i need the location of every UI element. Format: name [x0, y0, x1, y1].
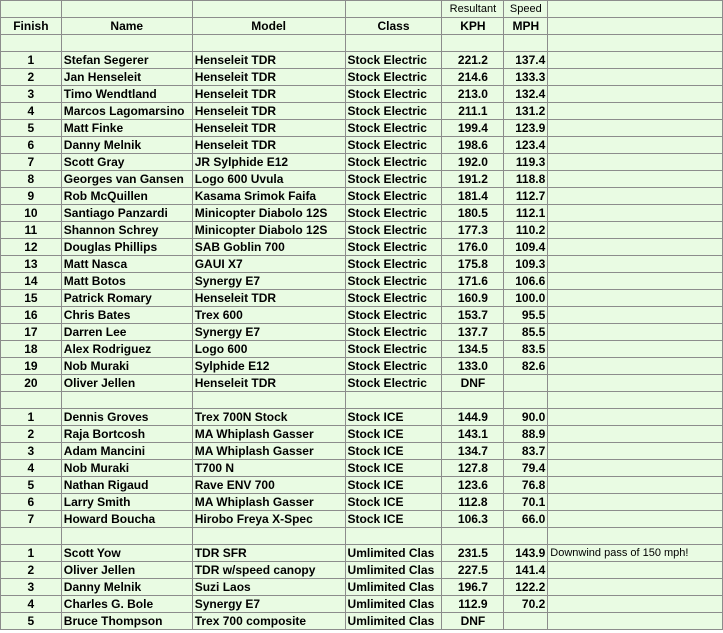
- finish-cell[interactable]: 20: [1, 375, 62, 392]
- finish-cell[interactable]: 12: [1, 239, 62, 256]
- mph-cell[interactable]: 141.4: [504, 562, 548, 579]
- finish-cell[interactable]: 4: [1, 460, 62, 477]
- mph-cell[interactable]: 122.2: [504, 579, 548, 596]
- note-cell[interactable]: [548, 290, 723, 307]
- class-cell[interactable]: Stock ICE: [345, 494, 442, 511]
- finish-cell[interactable]: 5: [1, 120, 62, 137]
- finish-cell[interactable]: 5: [1, 613, 62, 630]
- empty-cell[interactable]: [504, 392, 548, 409]
- mph-cell[interactable]: 100.0: [504, 290, 548, 307]
- empty-cell[interactable]: [61, 392, 192, 409]
- empty-cell[interactable]: [345, 35, 442, 52]
- model-cell[interactable]: Logo 600 Uvula: [192, 171, 345, 188]
- empty-cell[interactable]: [548, 35, 723, 52]
- model-cell[interactable]: T700 N: [192, 460, 345, 477]
- class-cell[interactable]: Stock Electric: [345, 103, 442, 120]
- finish-header[interactable]: Finish: [1, 18, 62, 35]
- kph-cell[interactable]: 134.7: [442, 443, 504, 460]
- empty-cell[interactable]: [548, 392, 723, 409]
- spacer-row: [1, 35, 723, 52]
- kph-cell[interactable]: 134.5: [442, 341, 504, 358]
- note-cell[interactable]: [548, 596, 723, 613]
- table-row: [1, 188, 723, 205]
- finish-cell[interactable]: 3: [1, 579, 62, 596]
- class-cell[interactable]: Stock Electric: [345, 290, 442, 307]
- kph-cell[interactable]: 180.5: [442, 205, 504, 222]
- table-row: [1, 273, 723, 290]
- table-row: [1, 562, 723, 579]
- finish-cell[interactable]: 6: [1, 494, 62, 511]
- finish-cell[interactable]: 4: [1, 596, 62, 613]
- note-cell[interactable]: [548, 86, 723, 103]
- kph-cell[interactable]: 191.2: [442, 171, 504, 188]
- mph-cell[interactable]: 83.7: [504, 443, 548, 460]
- mph-header[interactable]: MPH: [504, 18, 548, 35]
- table-row: [1, 426, 723, 443]
- name-cell[interactable]: Nob Muraki: [61, 358, 192, 375]
- name-cell[interactable]: Darren Lee: [61, 324, 192, 341]
- class-cell[interactable]: Stock Electric: [345, 239, 442, 256]
- note-cell[interactable]: [548, 273, 723, 290]
- table-row: [1, 545, 723, 562]
- table-row: [1, 69, 723, 86]
- kph-cell[interactable]: 176.0: [442, 239, 504, 256]
- note-cell[interactable]: [548, 613, 723, 630]
- model-cell[interactable]: Henseleit TDR: [192, 290, 345, 307]
- finish-cell[interactable]: 16: [1, 307, 62, 324]
- mph-cell[interactable]: 132.4: [504, 86, 548, 103]
- model-cell[interactable]: SAB Goblin 700: [192, 239, 345, 256]
- header-row: [1, 18, 723, 35]
- name-cell[interactable]: Bruce Thompson: [61, 613, 192, 630]
- note-cell[interactable]: [548, 69, 723, 86]
- kph-cell[interactable]: 144.9: [442, 409, 504, 426]
- finish-cell[interactable]: 3: [1, 443, 62, 460]
- model-cell[interactable]: Minicopter Diabolo 12S: [192, 205, 345, 222]
- mph-cell[interactable]: 106.6: [504, 273, 548, 290]
- class-cell[interactable]: Stock Electric: [345, 188, 442, 205]
- note-cell[interactable]: [548, 205, 723, 222]
- mph-cell[interactable]: 112.7: [504, 188, 548, 205]
- name-cell[interactable]: Timo Wendtland: [61, 86, 192, 103]
- mph-cell[interactable]: 109.3: [504, 256, 548, 273]
- empty-cell[interactable]: [504, 35, 548, 52]
- kph-cell[interactable]: DNF: [442, 613, 504, 630]
- empty-cell[interactable]: [442, 35, 504, 52]
- table-row: [1, 120, 723, 137]
- finish-cell[interactable]: 2: [1, 562, 62, 579]
- mph-cell[interactable]: 82.6: [504, 358, 548, 375]
- model-cell[interactable]: Henseleit TDR: [192, 375, 345, 392]
- class-cell[interactable]: Stock Electric: [345, 358, 442, 375]
- name-cell[interactable]: Nob Muraki: [61, 460, 192, 477]
- empty-cell[interactable]: [1, 392, 62, 409]
- table-row: [1, 171, 723, 188]
- class-cell[interactable]: Umlimited Clas: [345, 562, 442, 579]
- finish-cell[interactable]: 3: [1, 86, 62, 103]
- model-cell[interactable]: Synergy E7: [192, 273, 345, 290]
- class-cell[interactable]: Umlimited Clas: [345, 613, 442, 630]
- mph-cell[interactable]: 133.3: [504, 69, 548, 86]
- class-cell[interactable]: Stock Electric: [345, 86, 442, 103]
- finish-cell[interactable]: 18: [1, 341, 62, 358]
- mph-cell[interactable]: 90.0: [504, 409, 548, 426]
- note-cell[interactable]: [548, 494, 723, 511]
- mph-cell[interactable]: 70.2: [504, 596, 548, 613]
- name-cell[interactable]: Adam Mancini: [61, 443, 192, 460]
- class-cell[interactable]: Stock ICE: [345, 443, 442, 460]
- note-cell[interactable]: [548, 171, 723, 188]
- finish-cell[interactable]: 15: [1, 290, 62, 307]
- kph-cell[interactable]: 175.8: [442, 256, 504, 273]
- class-cell[interactable]: Stock Electric: [345, 307, 442, 324]
- empty-cell[interactable]: [192, 392, 345, 409]
- table-row: [1, 307, 723, 324]
- class-cell[interactable]: Stock ICE: [345, 409, 442, 426]
- note-cell[interactable]: [548, 562, 723, 579]
- mph-cell[interactable]: 70.1: [504, 494, 548, 511]
- model-header[interactable]: Model: [192, 18, 345, 35]
- model-cell[interactable]: Henseleit TDR: [192, 52, 345, 69]
- kph-cell[interactable]: 123.6: [442, 477, 504, 494]
- finish-cell[interactable]: 2: [1, 69, 62, 86]
- kph-cell[interactable]: 231.5: [442, 545, 504, 562]
- empty-cell[interactable]: [1, 35, 62, 52]
- spacer-row: [1, 392, 723, 409]
- class-cell[interactable]: Stock ICE: [345, 511, 442, 528]
- kph-cell[interactable]: 112.9: [442, 596, 504, 613]
- name-cell[interactable]: Oliver Jellen: [61, 562, 192, 579]
- model-cell[interactable]: Minicopter Diabolo 12S: [192, 222, 345, 239]
- class-cell[interactable]: Stock Electric: [345, 69, 442, 86]
- mph-cell[interactable]: 79.4: [504, 460, 548, 477]
- finish-cell[interactable]: 14: [1, 273, 62, 290]
- kph-cell[interactable]: 192.0: [442, 154, 504, 171]
- class-cell[interactable]: Stock Electric: [345, 52, 442, 69]
- table-row: [1, 86, 723, 103]
- kph-header[interactable]: KPH: [442, 18, 504, 35]
- note-cell[interactable]: [548, 443, 723, 460]
- name-cell[interactable]: Rob McQuillen: [61, 188, 192, 205]
- note-cell[interactable]: [548, 341, 723, 358]
- class-cell[interactable]: Umlimited Clas: [345, 596, 442, 613]
- table-row: [1, 103, 723, 120]
- class-cell[interactable]: Stock ICE: [345, 426, 442, 443]
- name-cell[interactable]: Danny Melnik: [61, 137, 192, 154]
- mph-cell[interactable]: 76.8: [504, 477, 548, 494]
- finish-cell[interactable]: 1: [1, 545, 62, 562]
- note-cell[interactable]: [548, 137, 723, 154]
- finish-cell[interactable]: 6: [1, 137, 62, 154]
- class-cell[interactable]: Stock Electric: [345, 256, 442, 273]
- kph-cell[interactable]: 106.3: [442, 511, 504, 528]
- finish-cell[interactable]: 9: [1, 188, 62, 205]
- model-cell[interactable]: Kasama Srimok Faifa: [192, 188, 345, 205]
- table-row: [1, 154, 723, 171]
- name-cell[interactable]: Douglas Phillips: [61, 239, 192, 256]
- kph-cell[interactable]: 211.1: [442, 103, 504, 120]
- note-cell[interactable]: Downwind pass of 150 mph!: [548, 545, 723, 562]
- name-cell[interactable]: Georges van Gansen: [61, 171, 192, 188]
- kph-cell[interactable]: 221.2: [442, 52, 504, 69]
- name-cell[interactable]: Scott Yow: [61, 545, 192, 562]
- model-cell[interactable]: MA Whiplash Gasser: [192, 443, 345, 460]
- name-cell[interactable]: Scott Gray: [61, 154, 192, 171]
- class-cell[interactable]: Stock Electric: [345, 137, 442, 154]
- kph-cell[interactable]: 137.7: [442, 324, 504, 341]
- note-cell[interactable]: [548, 103, 723, 120]
- table-row: [1, 52, 723, 69]
- table-row: [1, 341, 723, 358]
- kph-cell[interactable]: 127.8: [442, 460, 504, 477]
- model-cell[interactable]: Henseleit TDR: [192, 69, 345, 86]
- class-cell[interactable]: Stock Electric: [345, 171, 442, 188]
- mph-cell[interactable]: 95.5: [504, 307, 548, 324]
- table-row: [1, 596, 723, 613]
- note-cell[interactable]: [548, 52, 723, 69]
- model-cell[interactable]: Sylphide E12: [192, 358, 345, 375]
- finish-cell[interactable]: 10: [1, 205, 62, 222]
- empty-cell[interactable]: [192, 528, 345, 545]
- table-row: [1, 256, 723, 273]
- model-cell[interactable]: Hirobo Freya X-Spec: [192, 511, 345, 528]
- name-cell[interactable]: Stefan Segerer: [61, 52, 192, 69]
- table-row: [1, 239, 723, 256]
- mph-cell[interactable]: 83.5: [504, 341, 548, 358]
- kph-cell[interactable]: 171.6: [442, 273, 504, 290]
- table-row: [1, 579, 723, 596]
- table-row: [1, 511, 723, 528]
- note-cell[interactable]: [548, 222, 723, 239]
- class-cell[interactable]: Stock Electric: [345, 341, 442, 358]
- name-cell[interactable]: Nathan Rigaud: [61, 477, 192, 494]
- kph-cell[interactable]: DNF: [442, 375, 504, 392]
- finish-cell[interactable]: 4: [1, 103, 62, 120]
- table-row: [1, 494, 723, 511]
- empty-cell[interactable]: [442, 392, 504, 409]
- name-cell[interactable]: Patrick Romary: [61, 290, 192, 307]
- class-cell[interactable]: Stock Electric: [345, 375, 442, 392]
- table-row: [1, 409, 723, 426]
- mph-cell[interactable]: 85.5: [504, 324, 548, 341]
- empty-cell[interactable]: [504, 528, 548, 545]
- name-cell[interactable]: Danny Melnik: [61, 579, 192, 596]
- name-cell[interactable]: Alex Rodriguez: [61, 341, 192, 358]
- mph-cell[interactable]: 118.8: [504, 171, 548, 188]
- name-cell[interactable]: Marcos Lagomarsino: [61, 103, 192, 120]
- name-cell[interactable]: Matt Botos: [61, 273, 192, 290]
- note-cell[interactable]: [548, 511, 723, 528]
- model-cell[interactable]: TDR SFR: [192, 545, 345, 562]
- kph-cell[interactable]: 214.6: [442, 69, 504, 86]
- mph-cell[interactable]: 109.4: [504, 239, 548, 256]
- table-row: [1, 443, 723, 460]
- mph-cell[interactable]: 110.2: [504, 222, 548, 239]
- kph-cell[interactable]: 199.4: [442, 120, 504, 137]
- table-row: [1, 137, 723, 154]
- spacer-row: [1, 528, 723, 545]
- class-cell[interactable]: Umlimited Clas: [345, 545, 442, 562]
- class-cell[interactable]: Stock Electric: [345, 154, 442, 171]
- finish-cell[interactable]: 17: [1, 324, 62, 341]
- name-cell[interactable]: Matt Finke: [61, 120, 192, 137]
- mph-cell[interactable]: [504, 613, 548, 630]
- kph-cell[interactable]: 213.0: [442, 86, 504, 103]
- name-cell[interactable]: Jan Henseleit: [61, 69, 192, 86]
- finish-cell[interactable]: 5: [1, 477, 62, 494]
- class-cell[interactable]: Stock Electric: [345, 324, 442, 341]
- mph-cell[interactable]: 137.4: [504, 52, 548, 69]
- note-cell[interactable]: [548, 358, 723, 375]
- name-cell[interactable]: Charles G. Bole: [61, 596, 192, 613]
- model-cell[interactable]: Trex 700N Stock: [192, 409, 345, 426]
- empty-cell[interactable]: [1, 528, 62, 545]
- model-cell[interactable]: GAUI X7: [192, 256, 345, 273]
- name-cell[interactable]: Raja Bortcosh: [61, 426, 192, 443]
- note-cell[interactable]: [548, 307, 723, 324]
- header-row-top: [1, 1, 723, 18]
- class-cell[interactable]: Stock Electric: [345, 222, 442, 239]
- kph-cell[interactable]: 143.1: [442, 426, 504, 443]
- finish-cell[interactable]: 2: [1, 426, 62, 443]
- mph-cell[interactable]: 88.9: [504, 426, 548, 443]
- model-cell[interactable]: JR Sylphide E12: [192, 154, 345, 171]
- kph-cell[interactable]: 181.4: [442, 188, 504, 205]
- finish-cell[interactable]: 7: [1, 511, 62, 528]
- class-cell[interactable]: Stock Electric: [345, 120, 442, 137]
- model-cell[interactable]: Logo 600: [192, 341, 345, 358]
- note-cell[interactable]: [548, 477, 723, 494]
- model-cell[interactable]: Henseleit TDR: [192, 137, 345, 154]
- finish-cell[interactable]: 11: [1, 222, 62, 239]
- kph-cell[interactable]: 153.7: [442, 307, 504, 324]
- mph-cell[interactable]: 119.3: [504, 154, 548, 171]
- model-cell[interactable]: Henseleit TDR: [192, 120, 345, 137]
- note-cell[interactable]: [548, 154, 723, 171]
- class-cell[interactable]: Stock Electric: [345, 273, 442, 290]
- mph-cell[interactable]: 112.1: [504, 205, 548, 222]
- table-row: [1, 460, 723, 477]
- empty-cell[interactable]: [61, 35, 192, 52]
- model-cell[interactable]: Synergy E7: [192, 324, 345, 341]
- note-cell[interactable]: [548, 426, 723, 443]
- name-cell[interactable]: Howard Boucha: [61, 511, 192, 528]
- table-row: [1, 358, 723, 375]
- note-cell[interactable]: [548, 188, 723, 205]
- class-cell[interactable]: Stock Electric: [345, 205, 442, 222]
- note-cell[interactable]: [548, 324, 723, 341]
- table-row: [1, 222, 723, 239]
- kph-cell[interactable]: 196.7: [442, 579, 504, 596]
- empty-cell[interactable]: [548, 528, 723, 545]
- model-cell[interactable]: Synergy E7: [192, 596, 345, 613]
- note-cell[interactable]: [548, 256, 723, 273]
- finish-cell[interactable]: 1: [1, 52, 62, 69]
- mph-cell[interactable]: 123.4: [504, 137, 548, 154]
- name-cell[interactable]: Santiago Panzardi: [61, 205, 192, 222]
- mph-cell[interactable]: 123.9: [504, 120, 548, 137]
- kph-cell[interactable]: 198.6: [442, 137, 504, 154]
- kph-cell[interactable]: 160.9: [442, 290, 504, 307]
- model-cell[interactable]: TDR w/speed canopy: [192, 562, 345, 579]
- table-row: [1, 375, 723, 392]
- name-cell[interactable]: Dennis Groves: [61, 409, 192, 426]
- note-cell[interactable]: [548, 409, 723, 426]
- note-cell[interactable]: [548, 579, 723, 596]
- class-header[interactable]: Class: [345, 18, 442, 35]
- kph-cell[interactable]: 133.0: [442, 358, 504, 375]
- class-cell[interactable]: Stock ICE: [345, 477, 442, 494]
- mph-cell[interactable]: 131.2: [504, 103, 548, 120]
- name-cell[interactable]: Oliver Jellen: [61, 375, 192, 392]
- model-cell[interactable]: Rave ENV 700: [192, 477, 345, 494]
- kph-cell[interactable]: 227.5: [442, 562, 504, 579]
- empty-cell[interactable]: [345, 528, 442, 545]
- kph-cell[interactable]: 112.8: [442, 494, 504, 511]
- empty-cell[interactable]: [345, 392, 442, 409]
- model-cell[interactable]: Henseleit TDR: [192, 103, 345, 120]
- name-cell[interactable]: Matt Nasca: [61, 256, 192, 273]
- table-row: [1, 613, 723, 630]
- mph-cell[interactable]: 143.9: [504, 545, 548, 562]
- finish-cell[interactable]: 19: [1, 358, 62, 375]
- finish-cell[interactable]: 13: [1, 256, 62, 273]
- empty-cell[interactable]: [442, 528, 504, 545]
- finish-cell[interactable]: 7: [1, 154, 62, 171]
- speed-header[interactable]: Speed: [504, 1, 548, 18]
- model-cell[interactable]: Trex 600: [192, 307, 345, 324]
- table-row: [1, 477, 723, 494]
- model-cell[interactable]: Suzi Laos: [192, 579, 345, 596]
- class-cell[interactable]: Umlimited Clas: [345, 579, 442, 596]
- name-header[interactable]: Name: [61, 18, 192, 35]
- note-cell[interactable]: [548, 120, 723, 137]
- name-cell[interactable]: Larry Smith: [61, 494, 192, 511]
- mph-cell[interactable]: [504, 375, 548, 392]
- finish-cell[interactable]: 1: [1, 409, 62, 426]
- table-row: [1, 324, 723, 341]
- model-cell[interactable]: MA Whiplash Gasser: [192, 494, 345, 511]
- note-cell[interactable]: [548, 460, 723, 477]
- class-cell[interactable]: Stock ICE: [345, 460, 442, 477]
- mph-cell[interactable]: 66.0: [504, 511, 548, 528]
- table-row: [1, 290, 723, 307]
- model-cell[interactable]: MA Whiplash Gasser: [192, 426, 345, 443]
- empty-cell[interactable]: [61, 528, 192, 545]
- finish-cell[interactable]: 8: [1, 171, 62, 188]
- resultant-header[interactable]: Resultant: [442, 1, 504, 18]
- note-cell[interactable]: [548, 239, 723, 256]
- kph-cell[interactable]: 177.3: [442, 222, 504, 239]
- name-cell[interactable]: Chris Bates: [61, 307, 192, 324]
- model-cell[interactable]: Trex 700 composite: [192, 613, 345, 630]
- model-cell[interactable]: Henseleit TDR: [192, 86, 345, 103]
- table-row: [1, 205, 723, 222]
- name-cell[interactable]: Shannon Schrey: [61, 222, 192, 239]
- empty-cell[interactable]: [192, 35, 345, 52]
- note-cell[interactable]: [548, 375, 723, 392]
